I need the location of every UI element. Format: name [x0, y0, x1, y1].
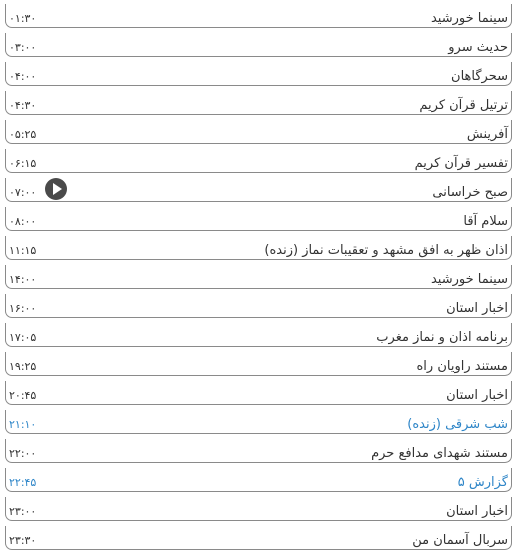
- program-time: ۰۱:۳۰: [9, 12, 37, 25]
- schedule-row[interactable]: [5, 526, 512, 550]
- schedule-row[interactable]: [5, 33, 512, 57]
- program-title: گزارش ۵: [457, 475, 508, 490]
- program-time: ۱۷:۰۵: [9, 331, 37, 344]
- program-time: ۱۴:۰۰: [9, 273, 37, 286]
- schedule-row[interactable]: [5, 265, 512, 289]
- schedule-row[interactable]: [5, 91, 512, 115]
- program-time: ۲۲:۴۵: [9, 476, 37, 489]
- schedule-row-highlighted[interactable]: [5, 468, 512, 492]
- schedule-row[interactable]: [5, 207, 512, 231]
- program-time: ۰۴:۳۰: [9, 99, 37, 112]
- program-time: ۰۳:۰۰: [9, 41, 37, 54]
- schedule-row[interactable]: [5, 236, 512, 260]
- program-title: اذان ظهر به افق مشهد و تعقیبات نماز (زنده): [264, 243, 508, 258]
- schedule-row[interactable]: [5, 381, 512, 405]
- schedule-row[interactable]: [5, 352, 512, 376]
- schedule-row[interactable]: [5, 62, 512, 86]
- program-title: تفسیر قرآن کریم: [414, 156, 508, 171]
- program-title: سحرگاهان: [451, 69, 508, 84]
- play-icon[interactable]: [45, 178, 67, 200]
- schedule-row[interactable]: [5, 4, 512, 28]
- schedule-row[interactable]: [5, 149, 512, 173]
- program-title: ترتیل قرآن کریم: [419, 98, 508, 113]
- program-title: سینما خورشید: [430, 11, 508, 26]
- program-title: مستند شهدای مدافع حرم: [371, 446, 508, 461]
- program-title: اخبار استان: [446, 301, 508, 316]
- program-title: سینما خورشید: [430, 272, 508, 287]
- program-time: ۲۲:۰۰: [9, 447, 37, 460]
- program-time: ۲۳:۰۰: [9, 505, 37, 518]
- program-time: ۰۵:۲۵: [9, 128, 37, 141]
- program-time: ۰۶:۱۵: [9, 157, 37, 170]
- program-title: سربال آسمان من: [412, 533, 508, 548]
- program-time: ۰۸:۰۰: [9, 215, 37, 228]
- schedule-row[interactable]: [5, 323, 512, 347]
- schedule-row[interactable]: [5, 294, 512, 318]
- program-time: ۰۴:۰۰: [9, 70, 37, 83]
- program-title: مستند راویان راه: [416, 359, 508, 374]
- schedule-row-highlighted[interactable]: [5, 410, 512, 434]
- program-title: حدیث سرو: [448, 40, 508, 55]
- program-time: ۱۹:۲۵: [9, 360, 37, 373]
- program-title: شب شرقی (زنده): [407, 417, 508, 432]
- schedule-row[interactable]: [5, 439, 512, 463]
- program-time: ۲۳:۳۰: [9, 534, 37, 547]
- program-title: سلام آقا: [463, 214, 508, 229]
- program-time: ۲۰:۴۵: [9, 389, 37, 402]
- program-title: برنامه اذان و نماز مغرب: [376, 330, 508, 345]
- program-time: ۰۷:۰۰: [9, 186, 37, 199]
- program-title: صبح خراسانی: [432, 185, 508, 200]
- program-title: اخبار استان: [446, 388, 508, 403]
- schedule-row[interactable]: [5, 120, 512, 144]
- program-time: ۱۱:۱۵: [9, 244, 37, 257]
- program-time: ۲۱:۱۰: [9, 418, 37, 431]
- schedule-row-current[interactable]: [5, 178, 512, 202]
- program-title: آفرینش: [466, 127, 508, 142]
- schedule-row[interactable]: [5, 497, 512, 521]
- program-time: ۱۶:۰۰: [9, 302, 37, 315]
- program-title: اخبار استان: [446, 504, 508, 519]
